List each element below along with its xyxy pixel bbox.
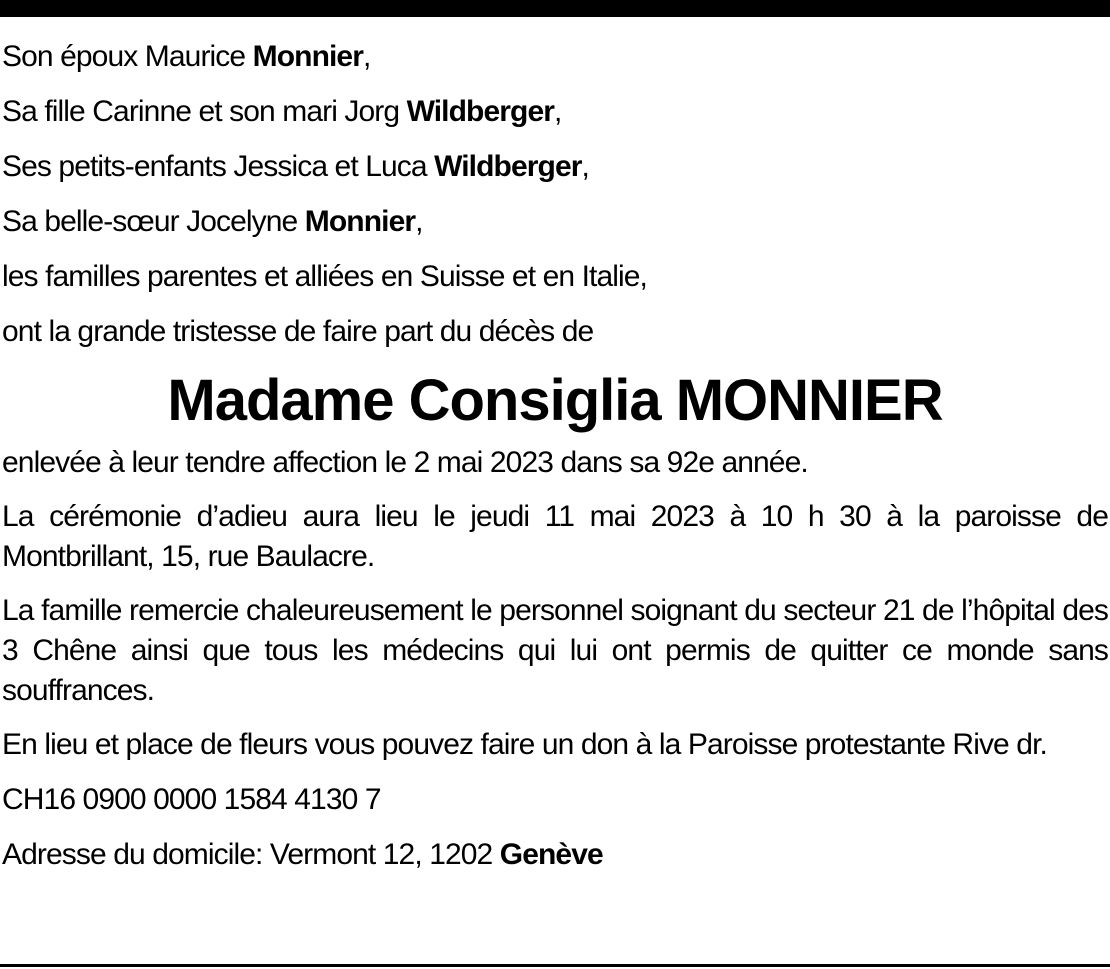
family-surname: Wildberger [406, 95, 555, 128]
family-line-daughter [2, 91, 1108, 132]
family-line-punct: , [581, 150, 589, 183]
donation-paragraph: En lieu et place de fleurs vous pouvez faire un don à la Paroisse protestante Rive dr. [2, 728, 1047, 761]
family-line-husband [2, 36, 1108, 77]
family-line-text: Sa fille Carinne et son mari Jorg [2, 95, 407, 128]
family-surname: Wildberger [434, 150, 582, 183]
thanks-paragraph: La famille remercie chaleureusement le personnel soignant du secteur 21 de l’hôpital des 3 Chêne ainsi que tous les médecins qui lui ont permis de quitter ce monde sans souffrances. [2, 594, 1108, 707]
address-line [2, 834, 1108, 875]
family-surname: Monnier [252, 40, 363, 73]
address-city: Genève [499, 838, 603, 871]
family-line-punct: , [363, 40, 371, 73]
family-line-punct: , [415, 205, 423, 238]
family-line-text: Ses petits-enfants Jessica et Luca [2, 150, 435, 183]
family-surname: Monnier [304, 205, 416, 238]
relatives-line: les familles parentes et alliées en Suisse et en Italie, [2, 260, 647, 293]
family-line-text: Sa belle-sœur Jocelyne [2, 205, 305, 238]
ceremony-paragraph: La cérémonie d’adieu aura lieu le jeudi 11 mai 2023 à 10 h 30 à la paroisse de Montbrillant, 15, rue Baulacre. [2, 500, 1108, 573]
family-line-punct: , [554, 95, 562, 128]
family-line-text: Son époux Maurice [2, 40, 253, 73]
announce-line: ont la grande tristesse de faire part du décès de [2, 315, 594, 348]
top-rule [0, 0, 1110, 17]
iban-line: CH16 0900 0000 1584 4130 7 [2, 783, 381, 816]
bottom-rule [0, 964, 1110, 967]
passing-line: enlevée à leur tendre affection le 2 mai 2023 dans sa 92e année. [2, 446, 808, 479]
family-line-sister-in-law [2, 201, 1108, 242]
address-text: Adresse du domicile: Vermont 12, 1202 [2, 838, 500, 871]
family-line-grandchildren [2, 146, 1108, 187]
deceased-name: Madame Consiglia MONNIER [167, 368, 943, 433]
obituary-notice [2, 36, 1108, 889]
